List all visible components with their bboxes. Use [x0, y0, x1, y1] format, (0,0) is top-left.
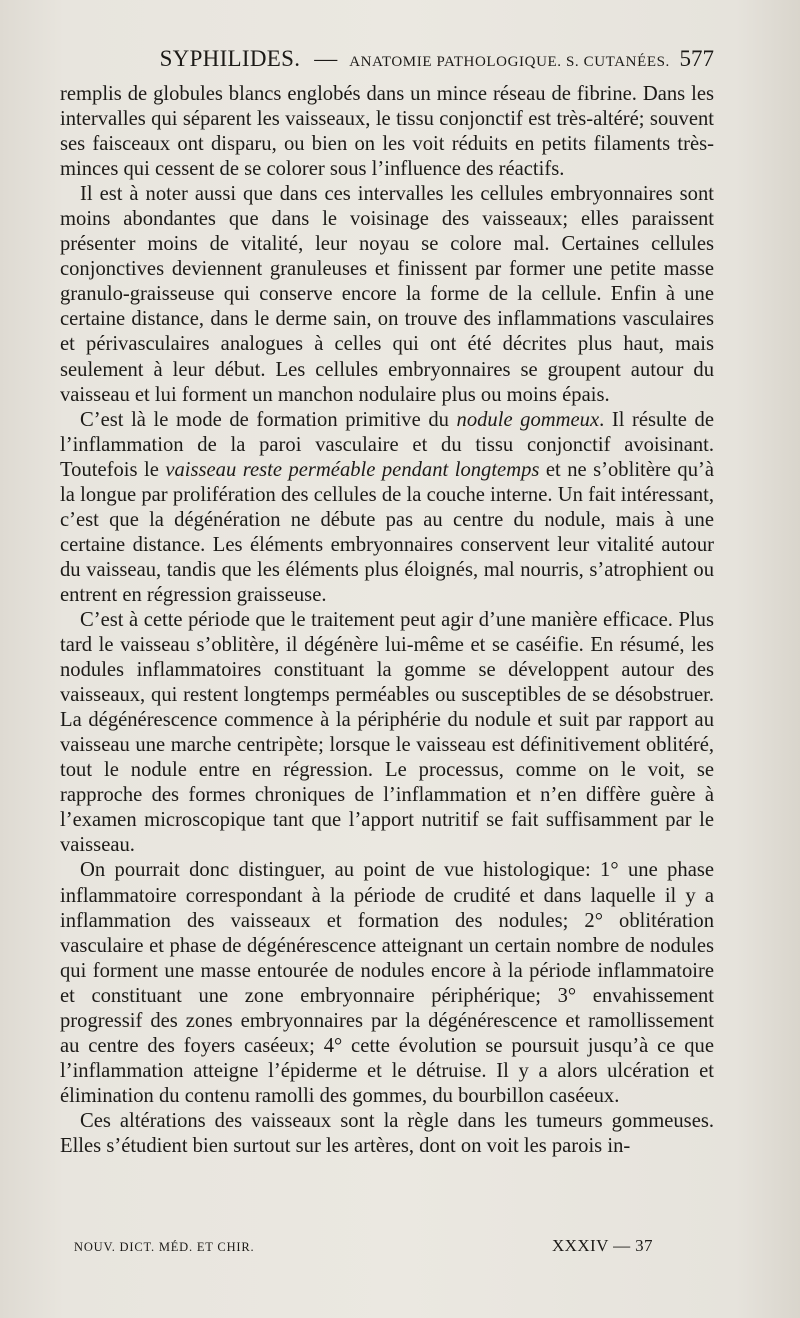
italic-phrase: vaisseau reste perméable pendant longtemps	[165, 458, 540, 481]
running-head-title: SYPHILIDES.	[159, 46, 301, 71]
paragraph-text: . Il résulte de l’inflammation de la paroi vasculaire et du tissu conjonctif avoisinant. Toutefois le	[60, 408, 714, 481]
paragraph: On pourrait donc distinguer, au point de vue histologique: 1° une phase inflammatoire correspondant à la période de crudité et dans laquelle il y a inflammation des vaisseaux et formation des nodules; 2° oblitération vasculaire et phase de dégénérescence atteignant un certain nombre de nodules qui forment une masse entourée de nodules encore à la période inflammatoire et constituant une zone embryonnaire périphérique; 3° envahissement progressif des zones embryonnaires par la dégénérescence et ramollissement au centre des foyers caséeux; 4° cette évolution se poursuit jusqu’à ce que l’inflammation atteigne l’épiderme et le détruise. Il y a alors ulcération et élimination du contenu ramolli des gommes, du bourbillon caséeux.	[60, 859, 714, 1107]
running-head-subtitle: ANATOMIE PATHOLOGIQUE. S. CUTANÉES.	[349, 54, 670, 70]
paragraph-text: C’est là le mode de formation primitive du	[80, 408, 457, 431]
running-head-dash: —	[314, 46, 338, 71]
running-head-title-group	[160, 46, 670, 72]
footer-publication: NOUV. DICT. MÉD. ET CHIR.	[74, 1240, 255, 1254]
footer-signature: XXXIV — 37	[552, 1236, 653, 1255]
paragraph: Il est à noter aussi que dans ces intervalles les cellules embryonnaires sont moins abondantes que dans le voisinage des vaisseaux; elles paraissent présenter moins de vitalité, leur noyau se colore mal. Certaines cellules conjonctives deviennent granuleuses et finissent par former une petite masse granulo-graisseuse qui conserve encore la forme de la cellule. Enfin à une certaine distance, dans le derme sain, on trouve des inflammations vasculaires et périvasculaires analogues à celles qui ont été décrites plus haut, mais seulement à leur début. Les cellules embryonnaires se groupent autour du vaisseau et lui forment un manchon nodulaire plus ou moins épais.	[60, 183, 714, 406]
italic-term: nodule gommeux	[456, 408, 600, 431]
page-number: 577	[679, 46, 714, 71]
paragraph: C’est à cette période que le traitement peut agir d’une manière efficace. Plus tard le vaisseau s’oblitère, il dégénère lui-même et se caséifie. En résumé, les nodules inflammatoires constituant la gomme se développent autour des vaisseaux, qui restent longtemps perméables ou susceptibles de se désobstruer. La dégénérescence commence à la périphérie du nodule et suit par rapport au vaisseau une marche centripète; lorsque le vaisseau est définitivement oblitéré, tout le nodule entre en régression. Le processus, comme on le voit, se rapproche des formes chroniques de l’inflammation et n’en diffère guère à l’examen microscopique tant que l’apport nutritif se fait suffisamment par le vaisseau.	[60, 608, 714, 857]
page-footer	[74, 1238, 674, 1258]
running-head	[60, 46, 714, 76]
body-text	[60, 82, 714, 1159]
paragraph: remplis de globules blancs englobés dans un mince réseau de fibrine. Dans les intervalles qui séparent les vaisseaux, le tissu conjonctif est très-altéré; souvent ses faisceaux ont disparu, ou bien on les voit réduits en petits filaments très-minces qui cessent de se colorer sous l’influence des réactifs.	[60, 83, 714, 181]
paragraph-with-italics	[60, 408, 714, 608]
paragraph-text: et ne s’oblitère qu’à la longue par prolifération des cellules de la couche interne. Un fait intéressant, c’est que la dégénération ne débute pas au centre du nodule, mais à une certaine distance. Les éléments embryonnaires conservent leur vitalité autour du vaisseau, tandis que les éléments plus éloignés, mal nourris, s’atrophient ou entrent en régression graisseuse.	[60, 458, 714, 606]
paragraph: Ces altérations des vaisseaux sont la règle dans les tumeurs gommeuses. Elles s’étudient bien surtout sur les artères, dont on voit les parois in-	[60, 1109, 714, 1157]
